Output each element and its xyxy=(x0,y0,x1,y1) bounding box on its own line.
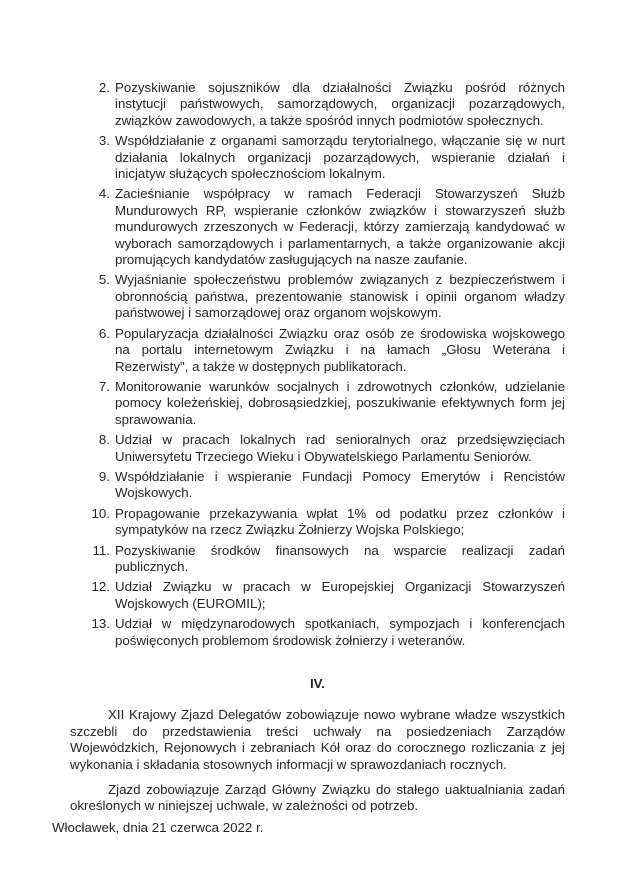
document-content xyxy=(0,80,633,824)
dateline: Włocławek, dnia 21 czerwca 2022 r. xyxy=(52,820,264,835)
item-text: Wyjaśnianie społeczeństwu problemów związanych z bezpieczeństwem i obronnością państwa, prezentowanie stanowisk i opinii organom władzy państwowej i samorządowej oraz organom wojskowym. xyxy=(115,272,565,321)
section-heading: IV. xyxy=(309,676,326,691)
list-item xyxy=(89,506,565,539)
list-item xyxy=(89,80,565,129)
item-text: Zacieśnianie współpracy w ramach Federacji Stowarzyszeń Służb Mundurowych RP, wspieranie członków związków i stowarzyszeń służb mundurowych zrzeszonych w Federacji, którzy zamierzają kandydować w wyborach samorządowych i parlamentarnych, a także organizowanie akcji promujących kandydatów zasługujących na nasze zaufanie. xyxy=(115,186,565,268)
list-item xyxy=(89,379,565,428)
item-text: Współdziałanie z organami samorządu terytorialnego, włączanie się w nurt działania lokalnych organizacji pozarządowych, wspieranie działań i inicjatyw służących społecznościom lokalnym. xyxy=(115,133,565,182)
item-number: 8. xyxy=(98,432,110,448)
numbered-list xyxy=(89,80,565,649)
item-number: 9. xyxy=(98,468,110,484)
item-text: Pozyskiwanie sojuszników dla działalności Związku pośród różnych instytucji państwowych, samorządowych, organizacji pozarządowych, związków zawodowych, a także spośród innych podmiotów społecznych. xyxy=(115,80,565,128)
list-item xyxy=(89,133,565,182)
body-paragraph: Zjazd zobowiązuje Zarząd Główny Związku do stałego uaktualniania zadań określonych w niniejszej uchwale, w zależności od potrzeb. xyxy=(70,782,565,814)
list-item xyxy=(89,543,565,576)
item-number: 11. xyxy=(92,542,110,558)
body-paragraph: XII Krajowy Zjazd Delegatów zobowiązuje nowo wybrane władze wszystkich szczebli do przedstawienia treści uchwały na posiedzeniach Zarządów Wojewódzkich, Rejonowych i zebraniach Kół oraz do corocznego rozliczania z jej wykonania i składania stosownych informacji w sprawozdaniach rocznych. xyxy=(70,707,565,772)
list-item xyxy=(89,272,565,321)
list-item xyxy=(89,432,565,465)
list-item xyxy=(89,186,565,268)
list-item xyxy=(89,579,565,612)
item-number: 3. xyxy=(98,133,110,149)
item-text: Monitorowanie warunków socjalnych i zdrowotnych członków, udzielanie pomocy koleżeńskiej, dobrosąsiedzkiej, poszukiwanie efektywnych form jej sprawowania. xyxy=(115,378,565,427)
item-text: Współdziałanie i wspieranie Fundacji Pomocy Emerytów i Rencistów Wojskowych. xyxy=(115,468,565,501)
item-number: 13. xyxy=(91,616,110,632)
list-item xyxy=(89,469,565,502)
item-number: 4. xyxy=(98,186,110,202)
item-number: 6. xyxy=(98,325,110,341)
item-number: 5. xyxy=(98,272,110,288)
item-number: 12. xyxy=(91,579,110,595)
item-text: Popularyzacja działalności Związku oraz osób ze środowiska wojskowego na portalu internetowym Związku i na łamach „Głosu Weterana i Rezerwisty", a także w dostępnych publikatorach. xyxy=(115,325,565,374)
item-number: 2. xyxy=(98,80,110,95)
list-item xyxy=(89,326,565,375)
item-text: Udział w pracach lokalnych rad senioralnych oraz przedsięwzięciach Uniwersytetu Trzeciego Wieku i Obywatelskiego Parlamentu Seniorów. xyxy=(115,432,565,464)
item-text: Pozyskiwanie środków finansowych na wsparcie realizacji zadań publicznych. xyxy=(115,542,565,574)
item-number: 7. xyxy=(98,378,110,394)
item-text: Udział Związku w pracach w Europejskiej Organizacji Stowarzyszeń Wojskowych (EUROMIL); xyxy=(115,579,565,611)
item-text: Propagowanie przekazywania wpłat 1% od podatku przez członków i sympatyków na rzecz Związku Żołnierzy Wojska Polskiego; xyxy=(115,505,565,538)
item-number: 10. xyxy=(91,505,110,521)
list-item xyxy=(89,616,565,649)
item-text: Udział w międzynarodowych spotkaniach, sympozjach i konferencjach poświęconych problemom środowisk żołnierzy i weteranów. xyxy=(115,616,565,648)
